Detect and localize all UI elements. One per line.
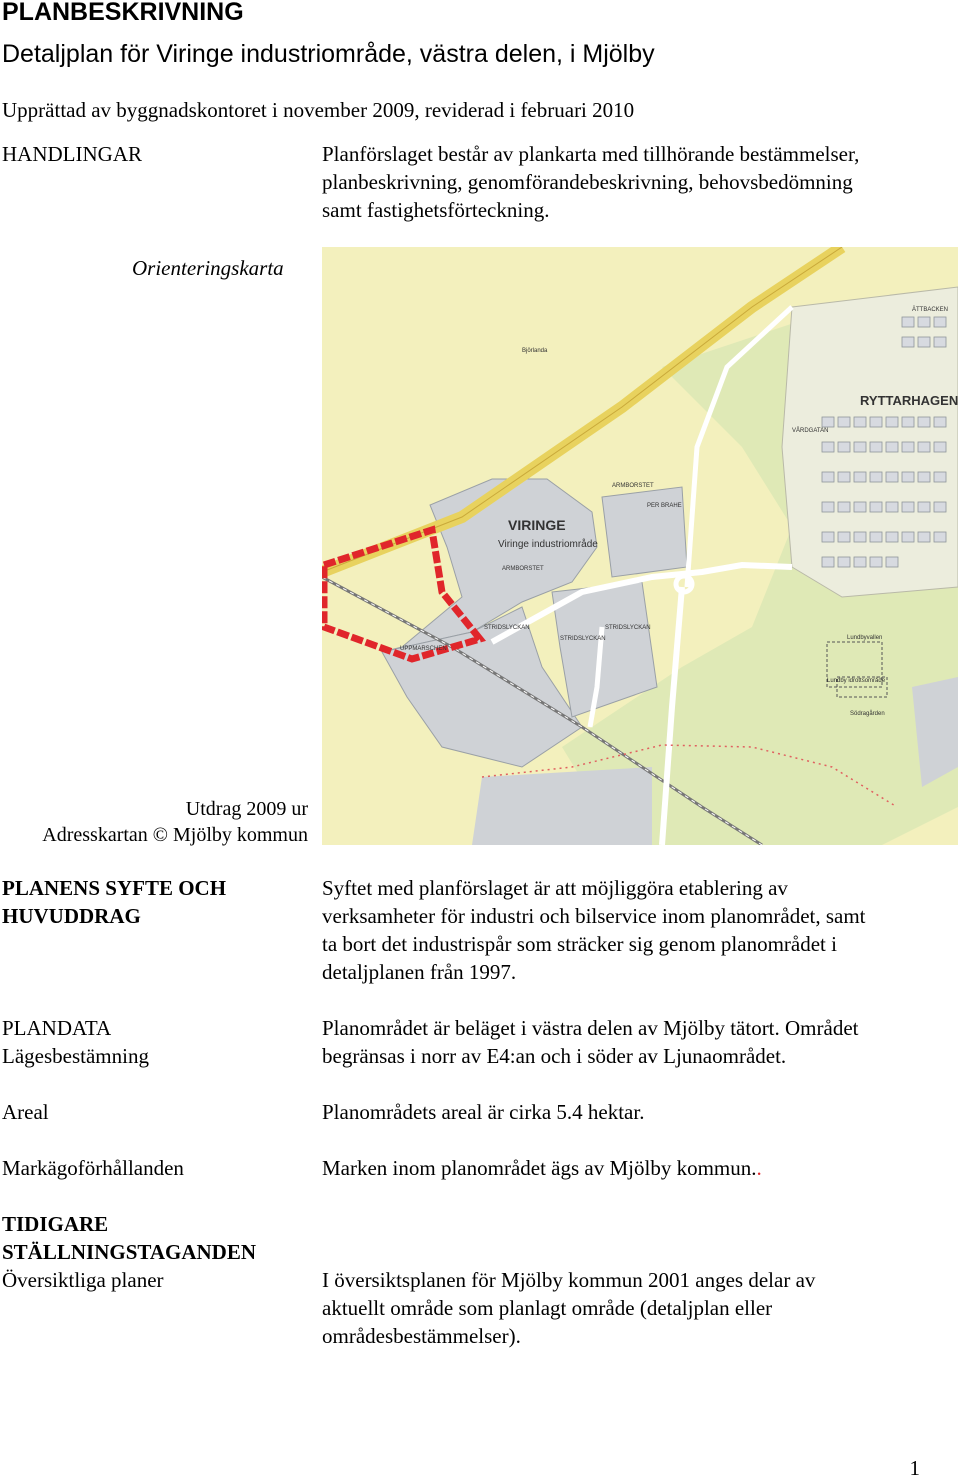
tidigare-label-line: TIDIGARE bbox=[2, 1212, 109, 1236]
lage-line: Planområdet är beläget i västra delen av Mjölby tätort. Området bbox=[322, 1016, 859, 1040]
syfte-text bbox=[322, 874, 958, 986]
industry-area bbox=[472, 767, 652, 845]
syfte-label-line: PLANENS SYFTE OCH bbox=[2, 876, 227, 900]
syfte-line: verksamheter för industri och bilservice inom planområdet, samt bbox=[322, 904, 866, 928]
lagesbestamning-label: Lägesbestämning bbox=[2, 1044, 149, 1068]
markagoforhallanden-label: Markägoförhållanden bbox=[2, 1156, 184, 1180]
prepared-by: Upprättad av byggnadskontoret i november 2009, reviderad i februari 2010 bbox=[2, 98, 635, 122]
oversikt-line: aktuellt område som planlagt område (detaljplan eller bbox=[322, 1296, 773, 1320]
oversiktliga-planer-label: Översiktliga planer bbox=[2, 1268, 164, 1292]
handlingar-text bbox=[322, 140, 958, 224]
map-label-sodragarden: Södragården bbox=[850, 711, 885, 717]
map-label-bjorlanda: Björlanda bbox=[522, 348, 548, 354]
oversikt-line: I översiktsplanen för Mjölby kommun 2001 anges delar av bbox=[322, 1268, 816, 1292]
map-label-armborstet: ARMBORSTET bbox=[612, 483, 654, 489]
handlingar-line: planbeskrivning, genomförandebeskrivning, behovsbedömning bbox=[322, 170, 853, 194]
map-label-stridslyckan: STRIDSLYCKAN bbox=[560, 636, 606, 642]
orientation-map bbox=[322, 247, 958, 845]
syfte-label bbox=[2, 874, 226, 930]
mark-text-dot: . bbox=[756, 1156, 762, 1180]
tidigare-label bbox=[2, 1210, 256, 1266]
oversikt-line: områdesbestämmelser). bbox=[322, 1324, 521, 1348]
document-title: PLANBESKRIVNING bbox=[2, 0, 244, 26]
map-label-lundbyvallen: Lundbyvallen bbox=[847, 635, 883, 641]
map-caption-line: Adresskartan © Mjölby kommun bbox=[42, 824, 308, 846]
map-label-attbacken: ÄTTBACKEN bbox=[912, 307, 949, 313]
map-label-viringe-sub: Viringe industriområde bbox=[498, 539, 598, 550]
page-number: 1 bbox=[909, 1456, 920, 1480]
map-label-uppmarschen: UPPMARSCHEN bbox=[400, 646, 447, 652]
map-label: Orienteringskarta bbox=[132, 256, 284, 280]
handlingar-line: Planförslaget består av plankarta med tillhörande bestämmelser, bbox=[322, 142, 860, 166]
oversikt-text bbox=[322, 1266, 958, 1350]
handlingar-line: samt fastighetsförteckning. bbox=[322, 198, 550, 222]
mark-text bbox=[322, 1154, 958, 1182]
map-label-armborstet: ARMBORSTET bbox=[502, 566, 544, 572]
plandata-label bbox=[2, 1014, 149, 1070]
map-caption-line: Utdrag 2009 ur bbox=[185, 798, 308, 820]
syfte-label-line: HUVUDDRAG bbox=[2, 904, 141, 928]
syfte-line: Syftet med planförslaget är att möjliggöra etablering av bbox=[322, 876, 788, 900]
syfte-line: detaljplanen från 1997. bbox=[322, 960, 517, 984]
areal-text: Planområdets areal är cirka 5.4 hektar. bbox=[322, 1100, 645, 1124]
industry-area bbox=[602, 487, 687, 577]
lage-line: begränsas i norr av E4:an och i söder av Ljunaområdet. bbox=[322, 1044, 787, 1068]
tidigare-label-line: STÄLLNINGSTAGANDEN bbox=[2, 1240, 256, 1264]
map-label-vardsgatan: VÅRDGATAN bbox=[792, 428, 829, 434]
mark-text-content: Marken inom planområdet ägs av Mjölby kommun. bbox=[322, 1156, 757, 1180]
map-label-stridslyckan: STRIDSLYCKAN bbox=[605, 625, 651, 631]
map-label-per-brahe: PER BRAHE bbox=[647, 503, 682, 509]
handlingar-label: HANDLINGAR bbox=[2, 142, 142, 166]
map-label-viringe: VIRINGE bbox=[508, 517, 566, 533]
document-subtitle: Detaljplan för Viringe industriområde, västra delen, i Mjölby bbox=[2, 40, 655, 68]
map-label-stridslyckan: STRIDSLYCKAN bbox=[484, 625, 530, 631]
map-caption bbox=[8, 796, 308, 848]
syfte-line: ta bort det industrispår som sträcker sig genom planområdet i bbox=[322, 932, 837, 956]
map-label-ryttarhagen: RYTTARHAGEN bbox=[860, 393, 958, 408]
map-label-lundby-idrottsomrade: Lundby idrottsområde bbox=[827, 678, 886, 684]
lage-text bbox=[322, 1014, 958, 1070]
plandata-heading: PLANDATA bbox=[2, 1016, 112, 1040]
areal-label: Areal bbox=[2, 1100, 49, 1124]
